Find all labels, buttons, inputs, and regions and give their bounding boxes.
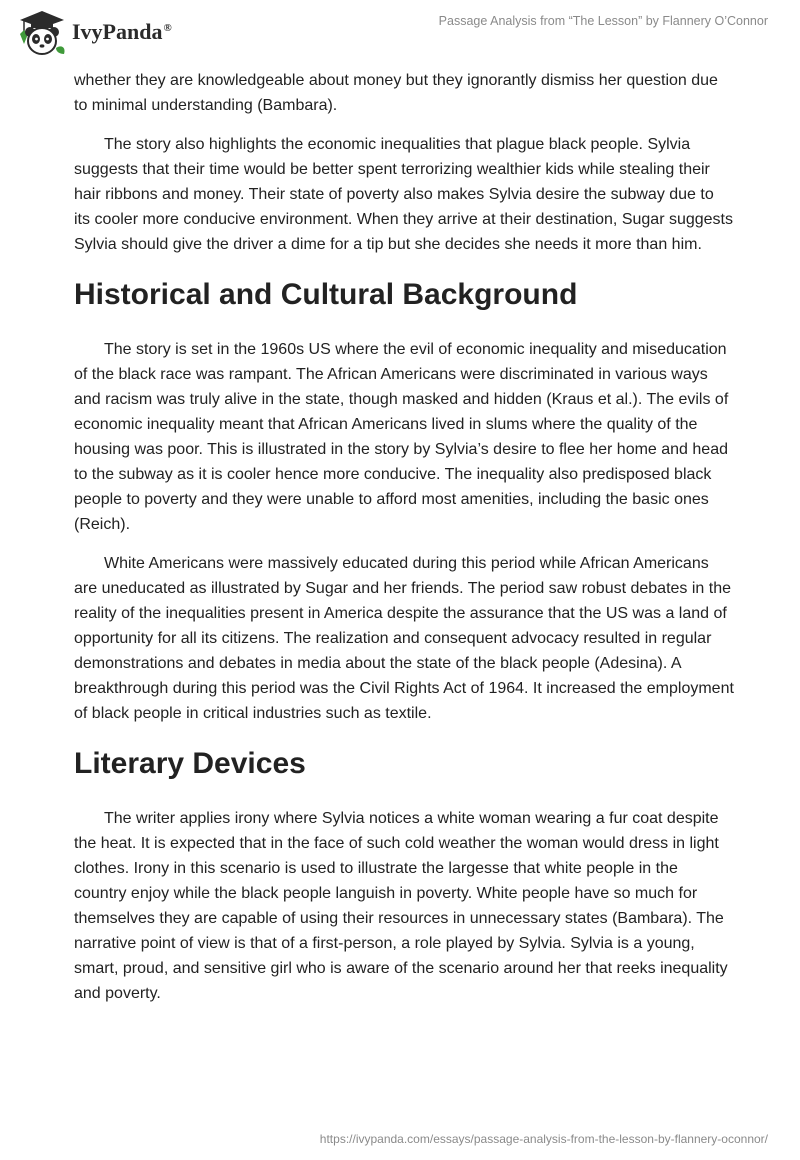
registered-mark: ® bbox=[163, 21, 172, 34]
paragraph-irony: The writer applies irony where Sylvia notices a white woman wearing a fur coat despite the heat. It is expected that in the face of such cold weather the woman would dress in light clothes. Irony in this scenario is used to illustrate the largesse that white people in the country enjoy while the black people languish in poverty. White people have so much for themselves they are capable of using their resources in unnecessary states (Bambara). The narrative point of view is that of a first-person, a role played by Sylvia. Sylvia is a young, smart, proud, and sensitive girl who is aware of the scenario around her that reeks inequality and poverty. bbox=[74, 810, 728, 1002]
brand-name-text: IvyPanda bbox=[72, 19, 163, 44]
paragraph-historical-setting: The story is set in the 1960s US where the evil of economic inequality and miseducation of the black race was rampant. The African Americans were discriminated in various ways and racism was truly alive in the state, though masked and hidden (Kraus et al.). The evils of economic inequality meant that African Americans lived in slums where the quality of the housing was poor. This is illustrated in the story by Sylvia’s desire to flee her home and head to the subway as it is cooler hence more conducive. The inequality also predisposed black people to poverty and they were unable to afford most amenities, including the basic ones (Reich). bbox=[74, 341, 729, 533]
paragraph-economic-inequalities: The story also highlights the economic inequalities that plague black people. Sylvia suggests that their time would be better spent terrorizing wealthier kids while stealing their hair ribbons and money. Their state of poverty also makes Sylvia desire the subway due to its cooler more conducive environment. When they arrive at their destination, Sugar suggests Sylvia should give the driver a dime for a tip but she decides she needs it more than him. bbox=[74, 136, 733, 253]
ivypanda-logo-link[interactable] bbox=[14, 8, 172, 58]
brand-name bbox=[72, 19, 172, 45]
footer-source-url: https://ivypanda.com/essays/passage-analysis-from-the-lesson-by-flannery-oconnor/ bbox=[319, 1132, 768, 1146]
document-title: Passage Analysis from “The Lesson” by Flannery O’Connor bbox=[438, 14, 768, 28]
paragraph-continued: whether they are knowledgeable about money but they ignorantly dismiss her question due to minimal understanding (Bambara). bbox=[74, 72, 718, 114]
essay-content bbox=[74, 68, 734, 1020]
heading-historical-cultural-background: Historical and Cultural Background bbox=[74, 278, 578, 311]
heading-literary-devices: Literary Devices bbox=[74, 747, 306, 780]
paragraph-education-inequality: White Americans were massively educated during this period while African Americans are uneducated as illustrated by Sugar and her friends. The period saw robust debates in the reality of the inequalities present in America despite the assurance that the US was a land of opportunity for all its citizens. The realization and consequent advocacy resulted in regular demonstrations and debates in media about the state of the black people (Adesina). A breakthrough during this period was the Civil Rights Act of 1964. It increased the employment of black people in critical industries such as textile. bbox=[74, 555, 734, 722]
ivypanda-panda-icon bbox=[14, 8, 68, 58]
page-header bbox=[0, 0, 800, 70]
